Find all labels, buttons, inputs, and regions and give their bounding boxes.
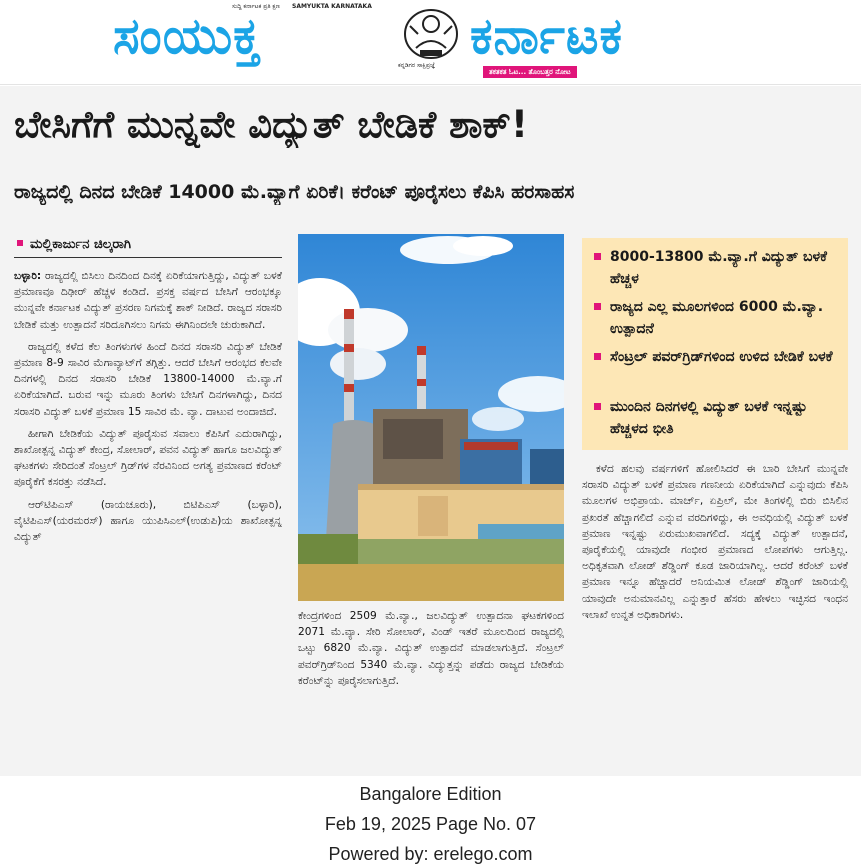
article-column-3 [582,461,848,623]
highlights-box [582,238,848,450]
headline: ಬೇಸಿಗೆಗೆ ಮುನ್ನವೇ ವಿದ್ಯುತ್ ಬೇಡಿಕೆ ಶಾಕ್! [14,103,528,146]
highlight-text: ರಾಜ್ಯದ ಎಲ್ಲ ಮೂಲಗಳಿಂದ 6000 ಮೆ.ವ್ಯಾ. ಉತ್ಪಾದನೆ [610,299,824,337]
edition-label: Bangalore Edition [359,784,502,804]
paragraph: ಕೇಂದ್ರಗಳಿಂದ 2509 ಮೆ.ವ್ಯಾ., ಜಲವಿದ್ಯುತ್ ಉತ್ಪಾದನಾ ಘಟಕಗಳಿಂದ 2071 ಮೆ.ವ್ಯಾ. ಸೇರಿ ಸೋಲಾರ್, ವಿಂಡ್ ಇತರೆ ಮೂಲದಿಂದ ರಾಜ್ಯದಲ್ಲಿ ಒಟ್ಟು 6820 ಮೆ.ವ್ಯಾ. ವಿದ್ಯುತ್ ಉತ್ಪಾದನೆ ಮಾಡಲಾಗುತ್ತಿದೆ. ಸೆಂಟ್ರಲ್ ಪವರ್‌ಗ್ರಿಡ್‌ನಿಂದ 5340 ಮೆ.ವ್ಯಾ. ವಿದ್ಯುತ್ತನ್ನು ಪಡೆದು ರಾಜ್ಯದ ಬೇಡಿಕೆಯ ಕರೆಂಟ್‌ನ್ನು ಪೂರೈಸಲಾಗುತ್ತಿದೆ. [298,610,564,687]
byline [14,235,282,258]
masthead-divider [0,84,861,85]
newspaper-name-right: ಕರ್ನಾಟಕ [470,7,623,65]
article-clipping [0,86,861,776]
highlight-item [592,246,842,290]
clipping-footer [0,776,861,867]
highlight-item [592,296,842,340]
highlight-item [592,346,842,368]
paragraph: ಆರ್‌ಟಿಪಿಎಸ್ (ರಾಯಚೂರು), ಬಿಟಿಪಿಎಸ್ (ಬಳ್ಳಾರಿ), ವೈಟಿಪಿಎಸ್(ಯರಮರಸ್) ಹಾಗೂ ಯುಪಿಸಿಎಲ್(ಉಡುಪಿ)ಯ ಶಾಖೋತ್ಪನ್ನ ವಿದ್ಯುತ್ [14,498,282,544]
paragraph: ಕಳೆದ ಹಲವು ವರ್ಷಗಳಿಗೆ ಹೋಲಿಸಿದರೆ ಈ ಬಾರಿ ಬೇಸಿಗೆ ಮುನ್ನವೇ ಸರಾಸರಿ ವಿದ್ಯುತ್ ಬಳಕೆ ಪ್ರಮಾಣ ಗಣನೀಯ ಏರಿಕೆಯಾಗಿದೆ ಎನ್ನುವುದು ಕೆಪಿಸಿ ಮೂಲಗಳ ಅಭಿಪ್ರಾಯ. ಮಾರ್ಚ್, ಏಪ್ರಿಲ್, ಮೇ ತಿಂಗಳಲ್ಲಿ ಬಿರು ಬಿಸಿಲಿನ ಪ್ರಖರತೆ ಹೆಚ್ಚಾಗಲಿದೆ ಎನ್ನುವ ವರದಿಗಳಿದ್ದು, ಈ ಅವಧಿಯಲ್ಲಿ ವಿದ್ಯುತ್ ಬಳಕೆ ಪ್ರಮಾಣ ಇನ್ನಷ್ಟು ಏರುಮುಖವಾಗಲಿದೆ. ಸದ್ಯಕ್ಕೆ ವಿದ್ಯುತ್ ಉತ್ಪಾದನೆ, ಪೂರೈಕೆಯಲ್ಲಿ ಯಾವುದೇ ಗಂಭೀರ ಪ್ರಮಾಣದ ಲೋಪಗಳು ಆಗುತ್ತಿಲ್ಲ. ಅಧಿಕೃತವಾಗಿ ಲೋಡ್ ಶೆಡ್ಡಿಂಗ್ ಕೂಡ ಜಾರಿಯಾಗಿಲ್ಲ. ಆದರೆ ಕರೆಂಟ್ ಬಳಕೆ ಪ್ರಮಾಣ ಇನ್ನೂ ಹೆಚ್ಚಾದರೆ ಅನಿಯಮಿತ ಲೋಡ್ ಶೆಡ್ಡಿಂಗ್ ಜಾರಿಯಲ್ಲಿ ಯಾವುದೇ ಅನುಮಾನವಿಲ್ಲ ಎನ್ನುತ್ತಾರೆ ಹೆಸರು ಹೇಳಲು ಇಚ್ಛಿಸದ ಇಂಧನ ಇಲಾಖೆ ಉನ್ನತ ಅಧಿಕಾರಿಗಳು. [582,463,848,621]
subheadline: ರಾಜ್ಯದಲ್ಲಿ ದಿನದ ಬೇಡಿಕೆ 14000 ಮೆ.ವ್ಯಾಗೆ ಏರಿಕೆ। ಕರೆಂಟ್ ಪೂರೈಸಲು ಕೆಪಿಸಿ ಹರಸಾಹಸ [14,181,575,203]
powered-by-link[interactable]: Powered by: erelego.com [328,844,533,864]
highlight-bullet-icon [594,353,601,360]
paragraph-text: ರಾಜ್ಯದಲ್ಲಿ ಬಿಸಿಲು ದಿನದಿಂದ ದಿನಕ್ಕೆ ಏರಿಕೆಯಾಗುತ್ತಿದ್ದು, ವಿದ್ಯುತ್ ಬಳಕೆ ಪ್ರಮಾಣವೂ ದಿಢೀರ್ ಹೆಚ್ಚಳ ಕಂಡಿದೆ. ಪ್ರಸಕ್ತ ವರ್ಷದ ಬೇಸಿಗೆ ಆರಂಭಕ್ಕೂ ಮುನ್ನವೇ ಕರ್ನಾಟಕ ವಿದ್ಯುತ್ ಪ್ರಸರಣ ನಿಗಮಕ್ಕೆ ಶಾಕ್ ನೀಡಿದೆ. ರಾಜ್ಯದ ಸರಾಸರಿ ಬೇಡಿಕೆ ಮತ್ತು ಉತ್ಪಾದನೆ ಸರಿದೂಗಿಸಲು ನಿಗಮ ಈಗಿನಿಂದಲೇ ಚುರುಕಾಗಿದೆ. [14,270,282,331]
paragraph [14,268,282,333]
masthead [0,0,861,84]
highlight-text: 8000-13800 ಮೆ.ವ್ಯಾ.ಗೆ ವಿದ್ಯುತ್ ಬಳಕೆ ಹೆಚ್ಚಳ [610,249,827,287]
article-column-2 [298,608,564,689]
newspaper-name-left: ಸಂಯುಕ್ತ [113,7,261,65]
highlight-bullet-icon [594,403,601,410]
highlight-bullet-icon [594,303,601,310]
byline-author: ಮಲ್ಲಿಕಾರ್ಜುನ ಚಿಲ್ಕರಾಗಿ [30,237,131,252]
paragraph: ಹೀಗಾಗಿ ಬೇಡಿಕೆಯ ವಿದ್ಯುತ್ ಪೂರೈಸುವ ಸವಾಲು ಕೆಪಿಸಿಗೆ ಎದುರಾಗಿದ್ದು, ಶಾಖೋತ್ಪನ್ನ ವಿದ್ಯುತ್ ಕೇಂದ್ರ, ಸೋಲಾರ್, ಪವನ ವಿದ್ಯುತ್ ಹಾಗೂ ಜಲವಿದ್ಯುತ್ ಘಟಕಗಳು ಸೇರಿದಂತೆ ಸೆಂಟ್ರಲ್ ಗ್ರಿಡ್‌ಗಳ ನೆರವಿನಿಂದ ಅಗತ್ಯ ಪ್ರಮಾಣದ ಕರೆಂಟ್ ಪೂರೈಕೆಗೆ ಕಸರತ್ತು ನಡೆಸಿದೆ. [14,427,282,489]
masthead-tagline-kannada: ಸುದ್ದಿ ಕರ್ನಾಟಕ ಪ್ರತಿ ಕ್ಷಣ [232,3,280,10]
anniversary-tagline: ತಕತಕತ ಓಟ... ತೊಂಬತ್ತರ ನೋಟ [483,66,577,78]
newspaper-emblem-icon [396,4,466,60]
power-plant-photo [298,234,564,601]
masthead-tagline-english: SAMYUKTA KARNATAKA [292,3,372,10]
highlight-text: ಸೆಂಟ್ರಲ್ ಪವರ್‌ಗ್ರಿಡ್‌ಗಳಿಂದ ಉಳಿದ ಬೇಡಿಕೆ ಬಳಕೆ [610,349,833,365]
dateline: ಬಳ್ಳಾರಿ: [14,270,42,282]
highlight-bullet-icon [594,253,601,260]
highlight-text: ಮುಂದಿನ ದಿನಗಳಲ್ಲಿ ವಿದ್ಯುತ್ ಬಳಕೆ ಇನ್ನಷ್ಟು ಹೆಚ್ಚಳದ ಭೀತಿ [610,399,807,437]
date-page-label: Feb 19, 2025 Page No. 07 [324,814,537,834]
article-column-1 [14,268,282,551]
emblem-caption: ಕನ್ನಡಿಗರ ಸಾಕ್ಷಿಪ್ರಜ್ಞೆ [398,62,436,69]
byline-bullet-icon [17,240,23,246]
highlight-item [592,396,842,440]
paragraph: ರಾಜ್ಯದಲ್ಲಿ ಕಳೆದ ಕೆಲ ತಿಂಗಳುಗಳ ಹಿಂದೆ ದಿನದ ಸರಾಸರಿ ವಿದ್ಯುತ್ ಬೇಡಿಕೆ ಪ್ರಮಾಣ 8-9 ಸಾವಿರ ಮೆಗಾವ್ಯಾಟ್‌ಗೆ ತಗ್ಗಿತ್ತು. ಆದರೆ ಬೇಸಿಗೆ ಆರಂಭದ ಕೆಲವೇ ದಿನಗಳಲ್ಲಿ ದಿನದ ಸರಾಸರಿ ಬೇಡಿಕೆ 13800-14000 ಮೆ.ವ್ಯಾ.ಗೆ ಏರಿಕೆಯಾಗಿದೆ. ಬರುವ ಇನ್ನು ಮೂರು ತಿಂಗಳು ಬೇಸಿಗೆ ದಿನಗಳಾಗಿದ್ದು, ದಿನದ ಸರಾಸರಿ ವಿದ್ಯುತ್ ಬಳಕೆ ಪ್ರಮಾಣ 15 ಸಾವಿರ ಮೆ. ವ್ಯಾ. ದಾಟುವ ಅಂದಾಜಿದೆ. [14,340,282,418]
